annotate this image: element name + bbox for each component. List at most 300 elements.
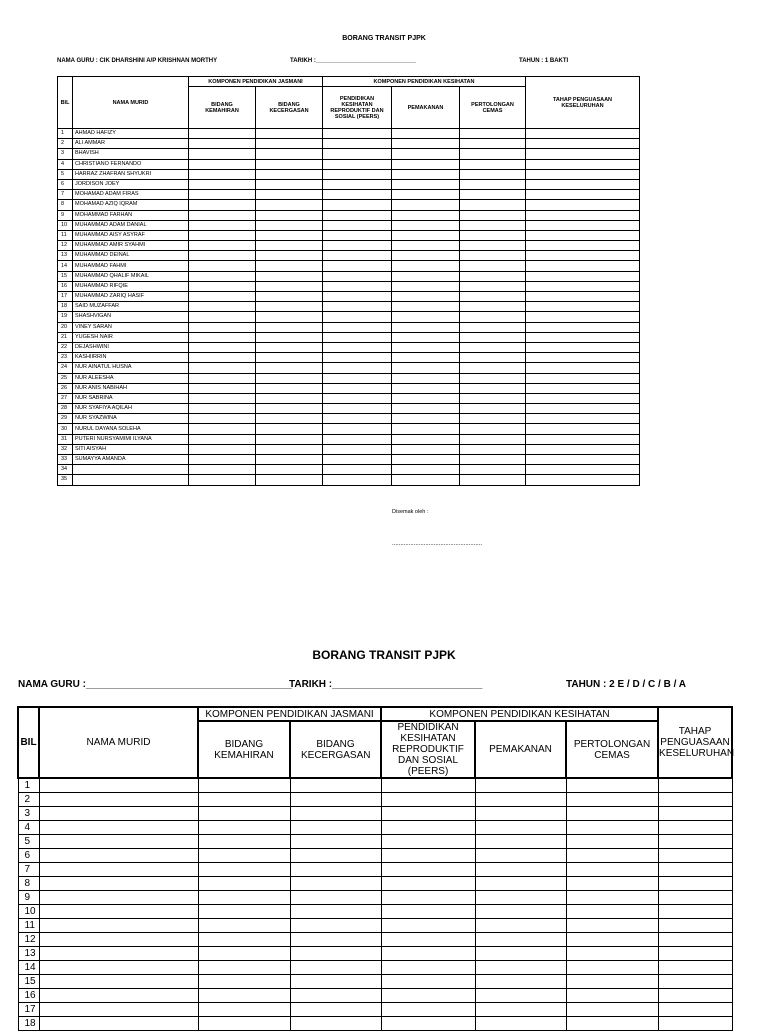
- score-cell[interactable]: [256, 475, 323, 485]
- score-cell[interactable]: [460, 190, 526, 200]
- score-cell[interactable]: [658, 989, 732, 1003]
- score-cell[interactable]: [189, 455, 256, 465]
- student-name-cell[interactable]: [39, 891, 198, 905]
- score-cell[interactable]: [290, 933, 381, 947]
- score-cell[interactable]: [381, 835, 475, 849]
- score-cell[interactable]: [198, 835, 290, 849]
- score-cell[interactable]: [566, 891, 658, 905]
- score-cell[interactable]: [256, 251, 323, 261]
- score-cell[interactable]: [189, 332, 256, 342]
- score-cell[interactable]: [460, 404, 526, 414]
- score-cell[interactable]: [189, 363, 256, 373]
- score-cell[interactable]: [392, 393, 460, 403]
- score-cell[interactable]: [323, 251, 392, 261]
- score-cell[interactable]: [323, 179, 392, 189]
- score-cell[interactable]: [526, 444, 640, 454]
- score-cell[interactable]: [460, 393, 526, 403]
- score-cell[interactable]: [323, 281, 392, 291]
- score-cell[interactable]: [460, 475, 526, 485]
- score-cell[interactable]: [323, 353, 392, 363]
- score-cell[interactable]: [392, 322, 460, 332]
- score-cell[interactable]: [460, 465, 526, 475]
- score-cell[interactable]: [381, 891, 475, 905]
- score-cell[interactable]: [381, 905, 475, 919]
- score-cell[interactable]: [290, 905, 381, 919]
- score-cell[interactable]: [392, 179, 460, 189]
- score-cell[interactable]: [392, 149, 460, 159]
- score-cell[interactable]: [189, 302, 256, 312]
- score-cell[interactable]: [323, 200, 392, 210]
- score-cell[interactable]: [198, 849, 290, 863]
- score-cell[interactable]: [392, 424, 460, 434]
- score-cell[interactable]: [290, 863, 381, 877]
- score-cell[interactable]: [256, 292, 323, 302]
- score-cell[interactable]: [392, 230, 460, 240]
- score-cell[interactable]: [460, 200, 526, 210]
- score-cell[interactable]: [475, 793, 566, 807]
- score-cell[interactable]: [189, 424, 256, 434]
- score-cell[interactable]: [460, 139, 526, 149]
- score-cell[interactable]: [526, 414, 640, 424]
- score-cell[interactable]: [198, 919, 290, 933]
- score-cell[interactable]: [526, 455, 640, 465]
- score-cell[interactable]: [566, 933, 658, 947]
- score-cell[interactable]: [460, 332, 526, 342]
- score-cell[interactable]: [198, 947, 290, 961]
- score-cell[interactable]: [658, 807, 732, 821]
- score-cell[interactable]: [290, 891, 381, 905]
- score-cell[interactable]: [189, 393, 256, 403]
- student-name-cell[interactable]: [39, 961, 198, 975]
- score-cell[interactable]: [526, 159, 640, 169]
- score-cell[interactable]: [658, 877, 732, 891]
- score-cell[interactable]: [381, 919, 475, 933]
- score-cell[interactable]: [256, 230, 323, 240]
- score-cell[interactable]: [392, 414, 460, 424]
- score-cell[interactable]: [290, 807, 381, 821]
- score-cell[interactable]: [381, 975, 475, 989]
- score-cell[interactable]: [256, 149, 323, 159]
- score-cell[interactable]: [198, 877, 290, 891]
- score-cell[interactable]: [323, 149, 392, 159]
- score-cell[interactable]: [460, 373, 526, 383]
- score-cell[interactable]: [658, 793, 732, 807]
- score-cell[interactable]: [526, 241, 640, 251]
- score-cell[interactable]: [526, 230, 640, 240]
- score-cell[interactable]: [566, 877, 658, 891]
- score-cell[interactable]: [323, 210, 392, 220]
- score-cell[interactable]: [189, 271, 256, 281]
- score-cell[interactable]: [392, 475, 460, 485]
- score-cell[interactable]: [198, 961, 290, 975]
- score-cell[interactable]: [475, 877, 566, 891]
- student-name-cell[interactable]: [39, 778, 198, 793]
- score-cell[interactable]: [189, 434, 256, 444]
- score-cell[interactable]: [526, 261, 640, 271]
- score-cell[interactable]: [381, 807, 475, 821]
- score-cell[interactable]: [290, 947, 381, 961]
- score-cell[interactable]: [460, 363, 526, 373]
- score-cell[interactable]: [526, 302, 640, 312]
- score-cell[interactable]: [526, 129, 640, 139]
- score-cell[interactable]: [189, 465, 256, 475]
- score-cell[interactable]: [198, 975, 290, 989]
- score-cell[interactable]: [658, 919, 732, 933]
- score-cell[interactable]: [189, 179, 256, 189]
- score-cell[interactable]: [323, 465, 392, 475]
- score-cell[interactable]: [392, 332, 460, 342]
- score-cell[interactable]: [392, 261, 460, 271]
- score-cell[interactable]: [381, 989, 475, 1003]
- student-name-cell[interactable]: [39, 933, 198, 947]
- score-cell[interactable]: [290, 835, 381, 849]
- score-cell[interactable]: [658, 975, 732, 989]
- score-cell[interactable]: [658, 1003, 732, 1017]
- score-cell[interactable]: [256, 190, 323, 200]
- score-cell[interactable]: [392, 241, 460, 251]
- score-cell[interactable]: [460, 159, 526, 169]
- score-cell[interactable]: [256, 393, 323, 403]
- score-cell[interactable]: [381, 793, 475, 807]
- score-cell[interactable]: [256, 271, 323, 281]
- score-cell[interactable]: [392, 281, 460, 291]
- score-cell[interactable]: [256, 342, 323, 352]
- score-cell[interactable]: [658, 863, 732, 877]
- score-cell[interactable]: [392, 465, 460, 475]
- score-cell[interactable]: [526, 179, 640, 189]
- student-name-cell[interactable]: [39, 849, 198, 863]
- score-cell[interactable]: [256, 129, 323, 139]
- score-cell[interactable]: [460, 149, 526, 159]
- score-cell[interactable]: [658, 835, 732, 849]
- score-cell[interactable]: [198, 891, 290, 905]
- score-cell[interactable]: [475, 919, 566, 933]
- student-name-cell[interactable]: [39, 863, 198, 877]
- score-cell[interactable]: [323, 322, 392, 332]
- student-name-cell[interactable]: [39, 947, 198, 961]
- score-cell[interactable]: [189, 261, 256, 271]
- score-cell[interactable]: [256, 179, 323, 189]
- score-cell[interactable]: [323, 159, 392, 169]
- score-cell[interactable]: [658, 778, 732, 793]
- score-cell[interactable]: [392, 444, 460, 454]
- score-cell[interactable]: [189, 342, 256, 352]
- score-cell[interactable]: [290, 1003, 381, 1017]
- score-cell[interactable]: [392, 353, 460, 363]
- score-cell[interactable]: [381, 877, 475, 891]
- score-cell[interactable]: [256, 353, 323, 363]
- score-cell[interactable]: [256, 373, 323, 383]
- score-cell[interactable]: [290, 877, 381, 891]
- score-cell[interactable]: [392, 404, 460, 414]
- score-cell[interactable]: [392, 190, 460, 200]
- score-cell[interactable]: [460, 230, 526, 240]
- score-cell[interactable]: [460, 342, 526, 352]
- score-cell[interactable]: [566, 947, 658, 961]
- score-cell[interactable]: [323, 241, 392, 251]
- score-cell[interactable]: [526, 434, 640, 444]
- score-cell[interactable]: [526, 220, 640, 230]
- score-cell[interactable]: [256, 169, 323, 179]
- score-cell[interactable]: [460, 281, 526, 291]
- score-cell[interactable]: [323, 332, 392, 342]
- score-cell[interactable]: [189, 312, 256, 322]
- score-cell[interactable]: [323, 261, 392, 271]
- score-cell[interactable]: [189, 230, 256, 240]
- score-cell[interactable]: [323, 302, 392, 312]
- score-cell[interactable]: [526, 312, 640, 322]
- score-cell[interactable]: [189, 210, 256, 220]
- score-cell[interactable]: [658, 961, 732, 975]
- score-cell[interactable]: [392, 129, 460, 139]
- score-cell[interactable]: [526, 353, 640, 363]
- score-cell[interactable]: [460, 179, 526, 189]
- score-cell[interactable]: [526, 424, 640, 434]
- score-cell[interactable]: [392, 434, 460, 444]
- score-cell[interactable]: [526, 292, 640, 302]
- score-cell[interactable]: [566, 821, 658, 835]
- score-cell[interactable]: [256, 139, 323, 149]
- score-cell[interactable]: [566, 989, 658, 1003]
- score-cell[interactable]: [323, 139, 392, 149]
- score-cell[interactable]: [526, 190, 640, 200]
- score-cell[interactable]: [189, 159, 256, 169]
- score-cell[interactable]: [189, 251, 256, 261]
- score-cell[interactable]: [475, 933, 566, 947]
- score-cell[interactable]: [475, 807, 566, 821]
- score-cell[interactable]: [526, 271, 640, 281]
- score-cell[interactable]: [475, 989, 566, 1003]
- score-cell[interactable]: [526, 393, 640, 403]
- score-cell[interactable]: [323, 404, 392, 414]
- score-cell[interactable]: [323, 414, 392, 424]
- score-cell[interactable]: [189, 383, 256, 393]
- score-cell[interactable]: [392, 139, 460, 149]
- score-cell[interactable]: [323, 455, 392, 465]
- score-cell[interactable]: [189, 281, 256, 291]
- score-cell[interactable]: [526, 342, 640, 352]
- score-cell[interactable]: [460, 302, 526, 312]
- score-cell[interactable]: [526, 373, 640, 383]
- score-cell[interactable]: [392, 312, 460, 322]
- score-cell[interactable]: [526, 200, 640, 210]
- score-cell[interactable]: [290, 821, 381, 835]
- score-cell[interactable]: [460, 271, 526, 281]
- score-cell[interactable]: [189, 190, 256, 200]
- score-cell[interactable]: [256, 363, 323, 373]
- score-cell[interactable]: [381, 947, 475, 961]
- score-cell[interactable]: [323, 230, 392, 240]
- score-cell[interactable]: [323, 475, 392, 485]
- score-cell[interactable]: [475, 821, 566, 835]
- score-cell[interactable]: [658, 947, 732, 961]
- score-cell[interactable]: [460, 261, 526, 271]
- score-cell[interactable]: [566, 849, 658, 863]
- score-cell[interactable]: [526, 404, 640, 414]
- score-cell[interactable]: [392, 210, 460, 220]
- score-cell[interactable]: [526, 322, 640, 332]
- score-cell[interactable]: [323, 373, 392, 383]
- score-cell[interactable]: [475, 975, 566, 989]
- score-cell[interactable]: [475, 778, 566, 793]
- score-cell[interactable]: [198, 1003, 290, 1017]
- score-cell[interactable]: [323, 393, 392, 403]
- score-cell[interactable]: [198, 905, 290, 919]
- score-cell[interactable]: [460, 424, 526, 434]
- score-cell[interactable]: [658, 933, 732, 947]
- score-cell[interactable]: [392, 271, 460, 281]
- score-cell[interactable]: [381, 933, 475, 947]
- score-cell[interactable]: [323, 444, 392, 454]
- score-cell[interactable]: [460, 169, 526, 179]
- score-cell[interactable]: [526, 465, 640, 475]
- score-cell[interactable]: [460, 220, 526, 230]
- score-cell[interactable]: [323, 129, 392, 139]
- score-cell[interactable]: [658, 891, 732, 905]
- score-cell[interactable]: [526, 251, 640, 261]
- score-cell[interactable]: [566, 961, 658, 975]
- score-cell[interactable]: [198, 821, 290, 835]
- score-cell[interactable]: [392, 292, 460, 302]
- score-cell[interactable]: [189, 322, 256, 332]
- score-cell[interactable]: [256, 332, 323, 342]
- score-cell[interactable]: [526, 281, 640, 291]
- score-cell[interactable]: [460, 353, 526, 363]
- score-cell[interactable]: [460, 129, 526, 139]
- score-cell[interactable]: [475, 863, 566, 877]
- score-cell[interactable]: [189, 139, 256, 149]
- score-cell[interactable]: [566, 863, 658, 877]
- score-cell[interactable]: [198, 807, 290, 821]
- score-cell[interactable]: [290, 849, 381, 863]
- score-cell[interactable]: [189, 149, 256, 159]
- score-cell[interactable]: [526, 383, 640, 393]
- score-cell[interactable]: [256, 465, 323, 475]
- score-cell[interactable]: [323, 312, 392, 322]
- score-cell[interactable]: [189, 241, 256, 251]
- score-cell[interactable]: [392, 220, 460, 230]
- score-cell[interactable]: [392, 363, 460, 373]
- score-cell[interactable]: [189, 292, 256, 302]
- score-cell[interactable]: [256, 312, 323, 322]
- score-cell[interactable]: [475, 1003, 566, 1017]
- score-cell[interactable]: [256, 444, 323, 454]
- student-name-cell[interactable]: [39, 919, 198, 933]
- score-cell[interactable]: [290, 989, 381, 1003]
- score-cell[interactable]: [323, 363, 392, 373]
- student-name-cell[interactable]: [39, 821, 198, 835]
- student-name-cell[interactable]: [39, 807, 198, 821]
- score-cell[interactable]: [256, 404, 323, 414]
- score-cell[interactable]: [290, 961, 381, 975]
- score-cell[interactable]: [323, 292, 392, 302]
- score-cell[interactable]: [566, 1003, 658, 1017]
- score-cell[interactable]: [189, 200, 256, 210]
- score-cell[interactable]: [566, 793, 658, 807]
- score-cell[interactable]: [566, 807, 658, 821]
- score-cell[interactable]: [323, 383, 392, 393]
- score-cell[interactable]: [475, 947, 566, 961]
- score-cell[interactable]: [566, 975, 658, 989]
- score-cell[interactable]: [189, 220, 256, 230]
- score-cell[interactable]: [323, 220, 392, 230]
- student-name-cell[interactable]: [39, 975, 198, 989]
- score-cell[interactable]: [460, 241, 526, 251]
- score-cell[interactable]: [256, 424, 323, 434]
- score-cell[interactable]: [658, 849, 732, 863]
- score-cell[interactable]: [460, 251, 526, 261]
- score-cell[interactable]: [475, 849, 566, 863]
- score-cell[interactable]: [198, 989, 290, 1003]
- score-cell[interactable]: [475, 891, 566, 905]
- score-cell[interactable]: [256, 302, 323, 312]
- score-cell[interactable]: [526, 149, 640, 159]
- score-cell[interactable]: [392, 373, 460, 383]
- score-cell[interactable]: [323, 342, 392, 352]
- score-cell[interactable]: [526, 210, 640, 220]
- score-cell[interactable]: [381, 863, 475, 877]
- score-cell[interactable]: [392, 251, 460, 261]
- score-cell[interactable]: [323, 190, 392, 200]
- score-cell[interactable]: [256, 261, 323, 271]
- score-cell[interactable]: [381, 821, 475, 835]
- score-cell[interactable]: [460, 322, 526, 332]
- score-cell[interactable]: [189, 353, 256, 363]
- score-cell[interactable]: [256, 281, 323, 291]
- score-cell[interactable]: [392, 169, 460, 179]
- student-name-cell[interactable]: [39, 793, 198, 807]
- score-cell[interactable]: [460, 292, 526, 302]
- score-cell[interactable]: [392, 200, 460, 210]
- score-cell[interactable]: [256, 414, 323, 424]
- score-cell[interactable]: [189, 414, 256, 424]
- score-cell[interactable]: [198, 933, 290, 947]
- score-cell[interactable]: [566, 905, 658, 919]
- score-cell[interactable]: [290, 793, 381, 807]
- score-cell[interactable]: [290, 778, 381, 793]
- score-cell[interactable]: [323, 271, 392, 281]
- score-cell[interactable]: [290, 975, 381, 989]
- student-name-cell[interactable]: [39, 905, 198, 919]
- score-cell[interactable]: [526, 169, 640, 179]
- score-cell[interactable]: [189, 169, 256, 179]
- score-cell[interactable]: [475, 961, 566, 975]
- score-cell[interactable]: [526, 363, 640, 373]
- score-cell[interactable]: [323, 424, 392, 434]
- score-cell[interactable]: [392, 383, 460, 393]
- score-cell[interactable]: [198, 793, 290, 807]
- student-name-cell[interactable]: [39, 989, 198, 1003]
- score-cell[interactable]: [526, 139, 640, 149]
- score-cell[interactable]: [256, 434, 323, 444]
- score-cell[interactable]: [256, 200, 323, 210]
- score-cell[interactable]: [189, 475, 256, 485]
- score-cell[interactable]: [566, 778, 658, 793]
- score-cell[interactable]: [381, 961, 475, 975]
- score-cell[interactable]: [566, 919, 658, 933]
- score-cell[interactable]: [475, 835, 566, 849]
- score-cell[interactable]: [526, 475, 640, 485]
- score-cell[interactable]: [460, 434, 526, 444]
- score-cell[interactable]: [392, 302, 460, 312]
- score-cell[interactable]: [198, 778, 290, 793]
- score-cell[interactable]: [256, 383, 323, 393]
- score-cell[interactable]: [392, 159, 460, 169]
- score-cell[interactable]: [256, 241, 323, 251]
- score-cell[interactable]: [256, 220, 323, 230]
- score-cell[interactable]: [381, 1003, 475, 1017]
- score-cell[interactable]: [323, 434, 392, 444]
